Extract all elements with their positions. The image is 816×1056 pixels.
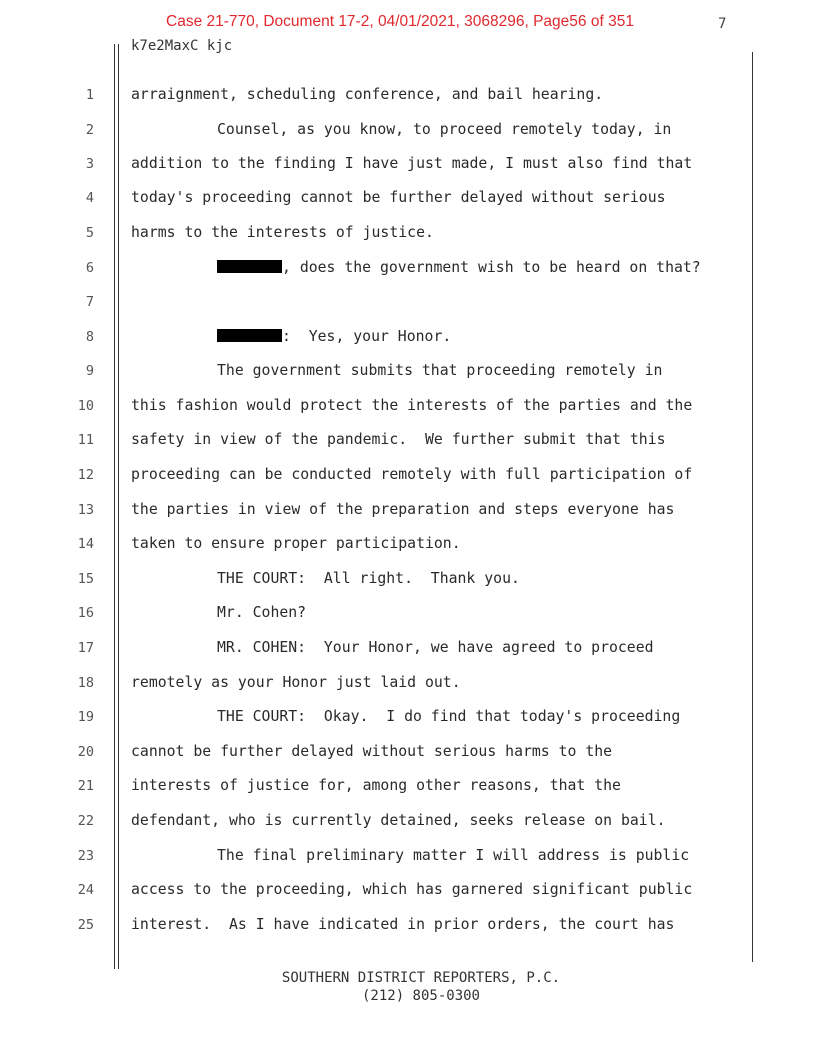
line-number: 16: [77, 605, 94, 621]
line-text: THE COURT: Okay. I do find that today's proceeding: [217, 708, 681, 725]
transcript-line-2: [0, 121, 816, 141]
line-text: remotely as your Honor just laid out.: [131, 674, 461, 691]
line-text: the parties in view of the preparation and steps everyone has: [131, 501, 675, 518]
transcript-line-14: [0, 535, 816, 555]
redaction-block: [217, 329, 282, 342]
line-number: 5: [85, 225, 94, 241]
transcript-line-1: [0, 86, 816, 106]
line-text: safety in view of the pandemic. We further submit that this: [131, 431, 666, 448]
line-text: access to the proceeding, which has garnered significant public: [131, 881, 693, 898]
page-number: 7: [718, 16, 727, 32]
footer-phone: (212) 805-0300: [361, 988, 480, 1004]
line-text: arraignment, scheduling conference, and bail hearing.: [131, 86, 604, 103]
line-number: 14: [77, 536, 94, 552]
transcript-line-9: [0, 362, 816, 382]
line-number: 20: [77, 744, 94, 760]
line-text: addition to the finding I have just made, I must also find that: [131, 155, 693, 172]
redaction-block: [217, 260, 282, 273]
line-number: 10: [77, 398, 94, 414]
line-number: 4: [85, 190, 94, 206]
transcript-line-10: [0, 397, 816, 417]
transcript-line-16: [0, 604, 816, 624]
line-text: cannot be further delayed without serious harms to the: [131, 743, 613, 760]
line-text: The government submits that proceeding remotely in: [217, 362, 663, 379]
transcript-line-21: [0, 777, 816, 797]
line-text: THE COURT: All right. Thank you.: [217, 570, 520, 587]
transcript-line-19: [0, 708, 816, 728]
line-number: 15: [77, 571, 94, 587]
transcript-line-23: [0, 847, 816, 867]
transcript-line-24: [0, 881, 816, 901]
line-text: MR. COHEN: Your Honor, we have agreed to proceed: [217, 639, 654, 656]
line-text-with-redaction: [217, 259, 701, 276]
transcript-line-8: [0, 328, 816, 348]
line-number: 18: [77, 675, 94, 691]
line-number: 21: [77, 778, 94, 794]
line-text: defendant, who is currently detained, seeks release on bail.: [131, 812, 666, 829]
footer-company: SOUTHERN DISTRICT REPORTERS, P.C.: [281, 970, 561, 986]
line-number: 6: [85, 260, 94, 276]
line-number: 8: [85, 329, 94, 345]
transcript-line-3: [0, 155, 816, 175]
transcript-line-12: [0, 466, 816, 486]
line-number: 12: [77, 467, 94, 483]
line-text-with-redaction: [217, 328, 451, 345]
header-code: k7e2MaxC kjc: [131, 38, 233, 54]
transcript-line-18: [0, 674, 816, 694]
line-text: : Yes, your Honor.: [282, 328, 452, 345]
line-number: 23: [77, 848, 94, 864]
line-text: The final preliminary matter I will address is public: [217, 847, 690, 864]
line-text: Counsel, as you know, to proceed remotely today, in: [217, 121, 672, 138]
line-text: interest. As I have indicated in prior orders, the court has: [131, 916, 675, 933]
transcript-line-4: [0, 189, 816, 209]
reporter-footer: [0, 969, 816, 1005]
line-number: 7: [85, 294, 94, 310]
line-number: 25: [77, 917, 94, 933]
transcript-line-22: [0, 812, 816, 832]
line-text: Mr. Cohen?: [217, 604, 307, 621]
line-text: this fashion would protect the interests of the parties and the: [131, 397, 693, 414]
line-number: 24: [77, 882, 94, 898]
line-number: 1: [85, 87, 94, 103]
line-text: proceeding can be conducted remotely with full participation of: [131, 466, 693, 483]
transcript-line-15: [0, 570, 816, 590]
line-text: , does the government wish to be heard on that?: [282, 259, 701, 276]
line-number: 9: [85, 363, 94, 379]
line-number: 13: [77, 502, 94, 518]
line-number: 2: [85, 122, 94, 138]
transcript-line-17: [0, 639, 816, 659]
line-number: 11: [77, 432, 94, 448]
transcript-line-13: [0, 501, 816, 521]
line-text: taken to ensure proper participation.: [131, 535, 461, 552]
line-number: 19: [77, 709, 94, 725]
transcript-line-5: [0, 224, 816, 244]
transcript-line-7: [0, 293, 816, 313]
case-stamp: Case 21-770, Document 17-2, 04/01/2021, 3068296, Page56 of 351: [166, 13, 634, 30]
line-number: 3: [85, 156, 94, 172]
transcript-line-6: [0, 259, 816, 279]
transcript-line-11: [0, 431, 816, 451]
line-text: today's proceeding cannot be further delayed without serious: [131, 189, 666, 206]
transcript-line-25: [0, 916, 816, 936]
transcript-line-20: [0, 743, 816, 763]
line-text: interests of justice for, among other reasons, that the: [131, 777, 621, 794]
line-number: 22: [77, 813, 94, 829]
line-text: harms to the interests of justice.: [131, 224, 434, 241]
line-number: 17: [77, 640, 94, 656]
